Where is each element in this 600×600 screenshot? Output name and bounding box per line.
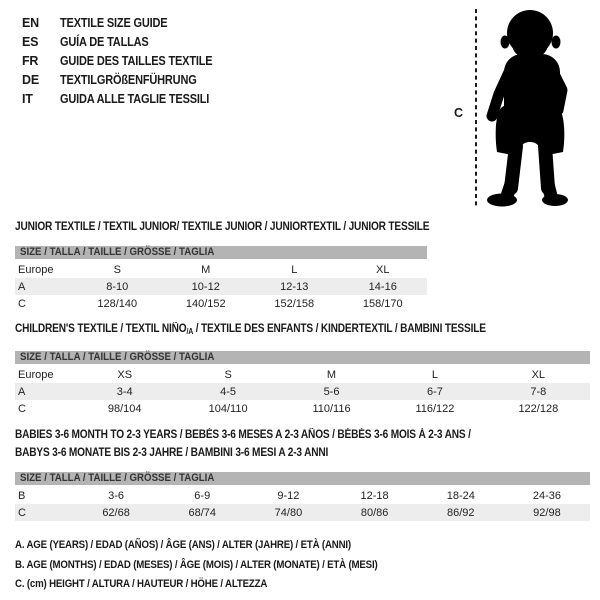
language-row-en [22, 13, 233, 32]
language-row-fr [22, 51, 233, 70]
language-code: IT [22, 91, 33, 106]
legend-notes [15, 535, 600, 594]
language-code: ES [22, 34, 39, 49]
language-code: EN [22, 15, 39, 30]
language-row-de [22, 70, 233, 89]
table-junior [15, 217, 430, 312]
language-title: TEXTILGRÖßENFÜHRUNG [60, 72, 197, 87]
table-babies-title-line2: BABYS 3-6 MONATE BIS 2-3 JAHRE / BAMBINI 3-6 MESI A 2-3 ANNI [15, 447, 329, 459]
note-age-months: B. AGE (MONTHS) / EDAD (MESES) / ÂGE (MOIS) / ALTER (MONATE) / ETÀ (MESI) [15, 558, 378, 571]
height-measure-label: C [454, 106, 464, 120]
table-children [15, 319, 590, 417]
language-list [22, 13, 233, 108]
language-code: FR [22, 53, 39, 68]
table-babies-title-line1: BABIES 3-6 MONTH TO 2-3 YEARS / BEBÉS 3-6 MESES A 2-3 AÑOS / BÉBÉS 3-6 MOIS À 2-3 ANS / [15, 429, 471, 441]
note-age-years: A. AGE (YEARS) / EDAD (AÑOS) / ÂGE (ANS) / ALTER (JAHRE) / ETÀ (ANNI) [15, 539, 351, 551]
language-title: GUÍA DE TALLAS [60, 34, 149, 49]
note-height-cm: C. (cm) HEIGHT / ALTURA / HAUTEUR / HÖHE / ALTEZZA [15, 578, 268, 590]
table-row-height: C 62/68 68/74 74/80 80/86 86/92 92/98 [15, 504, 590, 521]
language-code: DE [22, 72, 39, 87]
table-children-title: CHILDREN'S TEXTILE / TEXTIL NIÑO/A / TEXTILE DES ENFANTS / KINDERTEXTIL / BAMBINI TESSILE [15, 323, 486, 336]
language-title: GUIDE DES TAILLES TEXTILE [60, 53, 213, 68]
table-row-age: A 8-10 10-12 12-13 14-16 [15, 278, 427, 295]
language-title: GUIDA ALLE TAGLIE TESSILI [60, 91, 210, 106]
table-row-europe: Europe S M L XL [18, 263, 390, 276]
table-row-age-months: B 3-6 6-9 9-12 12-18 18-24 24-36 [18, 489, 562, 502]
baby-silhouette [487, 10, 568, 207]
table-row-height: C 128/140 140/152 152/158 158/170 [18, 297, 403, 310]
table-row-europe: Europe XS S M L XL [18, 368, 546, 381]
baby-silhouette-icon [452, 6, 598, 216]
language-row-es [22, 32, 233, 51]
table-junior-title: JUNIOR TEXTILE / TEXTIL JUNIOR/ TEXTILE JUNIOR / JUNIORTEXTIL / JUNIOR TESSILE [15, 221, 430, 233]
language-row-it [22, 89, 233, 108]
table-junior-size-header: SIZE / TALLA / TAILLE / GRÖSSE / TAGLIA [15, 246, 427, 259]
height-figure [452, 6, 598, 216]
table-children-size-header: SIZE / TALLA / TAILLE / GRÖSSE / TAGLIA [15, 351, 590, 364]
table-row-height: C 98/104 104/110 110/116 116/122 122/128 [18, 402, 559, 415]
table-row-age: A 3-4 4-5 5-6 6-7 7-8 [15, 383, 590, 400]
table-babies-size-header: SIZE / TALLA / TAILLE / GRÖSSE / TAGLIA [15, 472, 590, 485]
language-title: TEXTILE SIZE GUIDE [60, 15, 168, 30]
table-babies [15, 425, 590, 521]
